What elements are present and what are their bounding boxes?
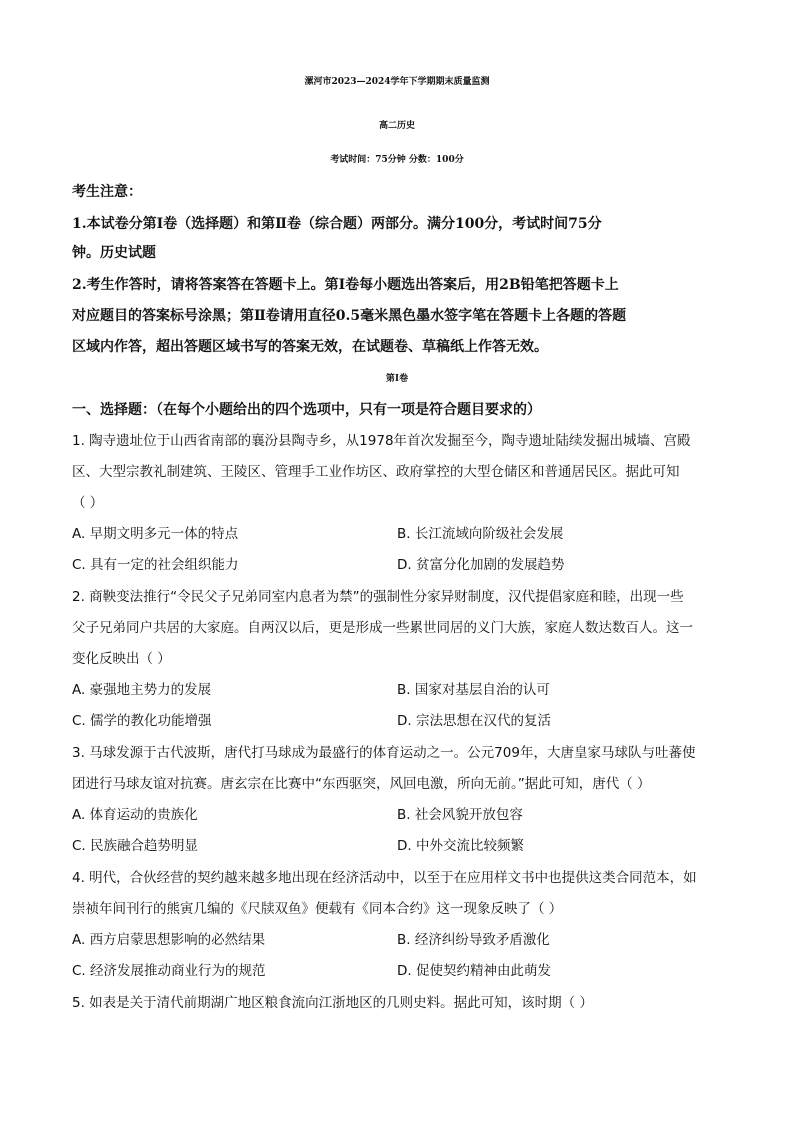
- question-2-option-c: C. 儒学的教化功能增强: [72, 713, 212, 729]
- notice-item-1-line-1: 1.本试卷分第Ⅰ卷（选择题）和第Ⅱ卷（综合题）两部分。满分100分，考试时间75分: [72, 216, 602, 232]
- notice-heading: 考生注意：: [72, 184, 142, 200]
- question-2-line-2: 父子兄弟同户共居的大家庭。自两汉以后，更是形成一些累世同居的义门大族，家庭人数达数百人。这一: [72, 620, 693, 636]
- notice-item-2-line-2: 对应题目的答案标号涂黑；第Ⅱ卷请用直径0.5毫米黑色墨水签字笔在答题卡上各题的答题: [72, 308, 627, 324]
- question-1-line-2: 区、大型宗教礼制建筑、王陵区、管理手工业作坊区、政府掌控的大型仓储区和普通居民区。据此可知: [72, 464, 680, 480]
- question-4-option-d: D. 促使契约精神由此萌发: [397, 963, 551, 979]
- question-3-option-d: D. 中外交流比较频繁: [397, 838, 524, 854]
- question-1-line-3: （ ）: [72, 495, 104, 511]
- question-5-line-1: 5. 如表是关于清代前期湖广地区粮食流向江浙地区的几则史料。据此可知，该时期（ ）: [72, 995, 593, 1011]
- question-2-option-a: A. 豪强地主势力的发展: [72, 682, 212, 698]
- question-3-option-c: C. 民族融合趋势明显: [72, 838, 199, 854]
- question-2-line-3: 变化反映出（ ）: [72, 651, 171, 667]
- part-title: 第Ⅰ卷: [385, 374, 409, 384]
- notice-item-1-line-2: 钟。历史试题: [72, 245, 156, 261]
- question-4-option-a: A. 西方启蒙思想影响的必然结果: [72, 932, 266, 948]
- question-1-option-a: A. 早期文明多元一体的特点: [72, 526, 239, 542]
- question-1-option-b: B. 长江流域向阶级社会发展: [397, 526, 564, 542]
- exam-title: 漯河市2023—2024学年下学期期末质量监测: [304, 77, 490, 87]
- question-1-line-1: 1. 陶寺遗址位于山西省南部的襄汾县陶寺乡，从1978年首次发掘至今，陶寺遗址陆续发掘出城墙、宫殿: [72, 433, 691, 449]
- notice-item-2-line-3: 区域内作答，超出答题区域书写的答案无效，在试题卷、草稿纸上作答无效。: [72, 339, 548, 355]
- question-3-option-a: A. 体育运动的贵族化: [72, 807, 198, 823]
- question-1-option-d: D. 贫富分化加剧的发展趋势: [397, 557, 565, 573]
- question-1-option-c: C. 具有一定的社会组织能力: [72, 557, 239, 573]
- question-4-option-c: C. 经济发展推动商业行为的规范: [72, 963, 266, 979]
- question-4-line-2: 崇祯年间刊行的熊寅几编的《尺牍双鱼》便载有《同本合约》这一现象反映了（ ）: [72, 901, 563, 917]
- question-2-line-1: 2. 商鞅变法推行“令民父子兄弟同室内息者为禁”的强制性分家异财制度，汉代提倡家庭和睦，出现一些: [72, 589, 684, 605]
- question-2-option-d: D. 宗法思想在汉代的复活: [397, 713, 551, 729]
- section-heading: 一、选择题：（在每个小题给出的四个选项中，只有一项是符合题目要求的）: [72, 402, 541, 418]
- notice-item-2-line-1: 2.考生作答时，请将答案答在答题卡上。第Ⅰ卷每小题选出答案后，用2B铅笔把答题卡上: [72, 277, 619, 293]
- question-4-line-1: 4. 明代，合伙经营的契约越来越多地出现在经济活动中，以至于在应用样文书中也提供这类合同范本，如: [72, 870, 697, 886]
- exam-info: 考试时间：75分钟 分数：100分: [330, 155, 464, 165]
- question-3-option-b: B. 社会风貌开放包容: [397, 807, 523, 823]
- question-4-option-b: B. 经济纠纷导致矛盾激化: [397, 932, 550, 948]
- exam-subject: 高二历史: [378, 121, 415, 131]
- question-3-line-2: 团进行马球友谊对抗赛。唐玄宗在比赛中“东西驱突，风回电激，所向无前。”据此可知，唐代（ ）: [72, 776, 651, 792]
- question-2-option-b: B. 国家对基层自治的认可: [397, 682, 550, 698]
- question-3-line-1: 3. 马球发源于古代波斯，唐代打马球成为最盛行的体育运动之一。公元709年，大唐皇家马球队与吐蕃使: [72, 745, 696, 761]
